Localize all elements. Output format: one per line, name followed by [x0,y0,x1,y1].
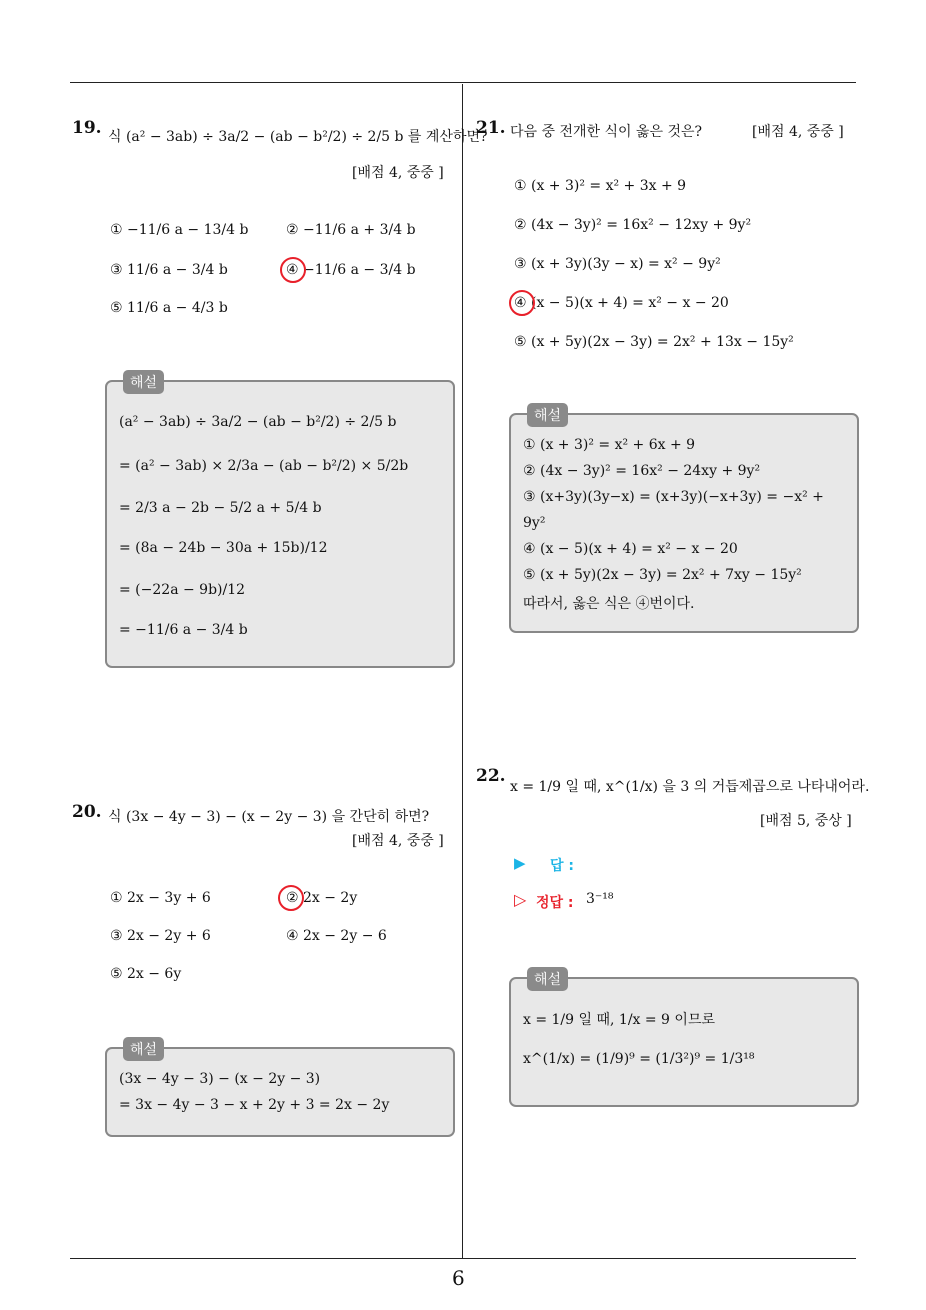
solution-line: ③ (x+3y)(3y−x) = (x+3y)(−x+3y) = −x² + [523,489,824,505]
solution-line: ① (x + 3)² = x² + 6x + 9 [523,437,696,453]
selected-answer-circle [509,290,535,316]
answer-label: 답 : [550,858,574,874]
choice-1[interactable]: ① −11/6 a − 13/4 b [110,222,249,238]
solution-line: 9y² [523,515,546,531]
solution-line: ⑤ (x + 5y)(2x − 3y) = 2x² + 7xy − 15y² [523,567,802,583]
question-text: 다음 중 전개한 식이 옳은 것은? [510,124,703,140]
score-label: [배점 4, 중중 ] [352,833,444,849]
solution-box [509,408,859,633]
bottom-rule [70,1258,856,1259]
solution-tag: 해설 [123,370,164,394]
choice-2[interactable]: ② 2x − 2y [286,890,358,906]
solution-line: = 3x − 4y − 3 − x + 2y + 3 = 2x − 2y [119,1097,390,1113]
solution-box [105,1042,455,1137]
choice-1[interactable]: ① (x + 3)² = x² + 3x + 9 [514,178,687,194]
solution-line: = (−22a − 9b)/12 [119,582,246,598]
score-label: [배점 5, 중상 ] [760,813,852,829]
choice-4[interactable]: ④ 2x − 2y − 6 [286,928,387,944]
choice-3[interactable]: ③ 2x − 2y + 6 [110,928,211,944]
choice-5[interactable]: ⑤ 2x − 6y [110,966,182,982]
solution-box [509,972,859,1107]
choice-5[interactable]: ⑤ (x + 5y)(2x − 3y) = 2x² + 13x − 15y² [514,334,794,350]
correct-arrow-icon: ▷ [514,890,527,909]
answer-arrow-icon: ▶ [514,854,526,872]
solution-box [105,375,455,668]
solution-tag: 해설 [527,403,568,427]
solution-line: (a² − 3ab) ÷ 3a/2 − (ab − b²/2) ÷ 2/5 b [119,414,397,430]
solution-tag: 해설 [123,1037,164,1061]
solution-line: 따라서, 옳은 식은 ④번이다. [523,596,695,612]
top-rule [70,82,856,83]
correct-label: 정답 : [536,895,574,911]
question-text: 식 (a² − 3ab) ÷ 3a/2 − (ab − b²/2) ÷ 2/5 b 를 계산하면? [108,129,488,145]
question-number: 19. [72,118,102,138]
solution-line: ④ (x − 5)(x + 4) = x² − x − 20 [523,541,738,557]
choice-2[interactable]: ② (4x − 3y)² = 16x² − 12xy + 9y² [514,217,752,233]
solution-line: x = 1/9 일 때, 1/x = 9 이므로 [523,1012,715,1028]
solution-line: = (a² − 3ab) × 2/3a − (ab − b²/2) × 5/2b [119,458,409,474]
page-number: 6 [452,1266,465,1290]
question-number: 20. [72,802,102,822]
solution-line: (3x − 4y − 3) − (x − 2y − 3) [119,1071,321,1087]
question-number: 21. [476,118,506,138]
choice-3[interactable]: ③ 11/6 a − 3/4 b [110,262,228,278]
solution-line: = −11/6 a − 3/4 b [119,622,248,638]
choice-5[interactable]: ⑤ 11/6 a − 4/3 b [110,300,228,316]
column-divider [462,84,463,1258]
score-label: [배점 4, 중중 ] [352,165,444,181]
solution-line: x^(1/x) = (1/9)⁹ = (1/3²)⁹ = 1/3¹⁸ [523,1051,755,1067]
choice-1[interactable]: ① 2x − 3y + 6 [110,890,211,906]
solution-line: = 2/3 a − 2b − 5/2 a + 5/4 b [119,500,322,516]
correct-value: 3⁻¹⁸ [586,891,614,907]
selected-answer-circle [278,885,304,911]
question-text: x = 1/9 일 때, x^(1/x) 을 3 의 거듭제곱으로 나타내어라. [510,779,870,795]
question-text: 식 (3x − 4y − 3) − (x − 2y − 3) 을 간단히 하면? [108,809,430,825]
solution-line: = (8a − 24b − 30a + 15b)/12 [119,540,328,556]
solution-tag: 해설 [527,967,568,991]
choice-2[interactable]: ② −11/6 a + 3/4 b [286,222,416,238]
solution-line: ② (4x − 3y)² = 16x² − 24xy + 9y² [523,463,761,479]
selected-answer-circle [280,257,306,283]
choice-3[interactable]: ③ (x + 3y)(3y − x) = x² − 9y² [514,256,721,272]
question-number: 22. [476,766,506,786]
choice-4[interactable]: ④ (x − 5)(x + 4) = x² − x − 20 [514,295,729,311]
score-label: [배점 4, 중중 ] [752,124,844,140]
choice-4[interactable]: ④ −11/6 a − 3/4 b [286,262,416,278]
